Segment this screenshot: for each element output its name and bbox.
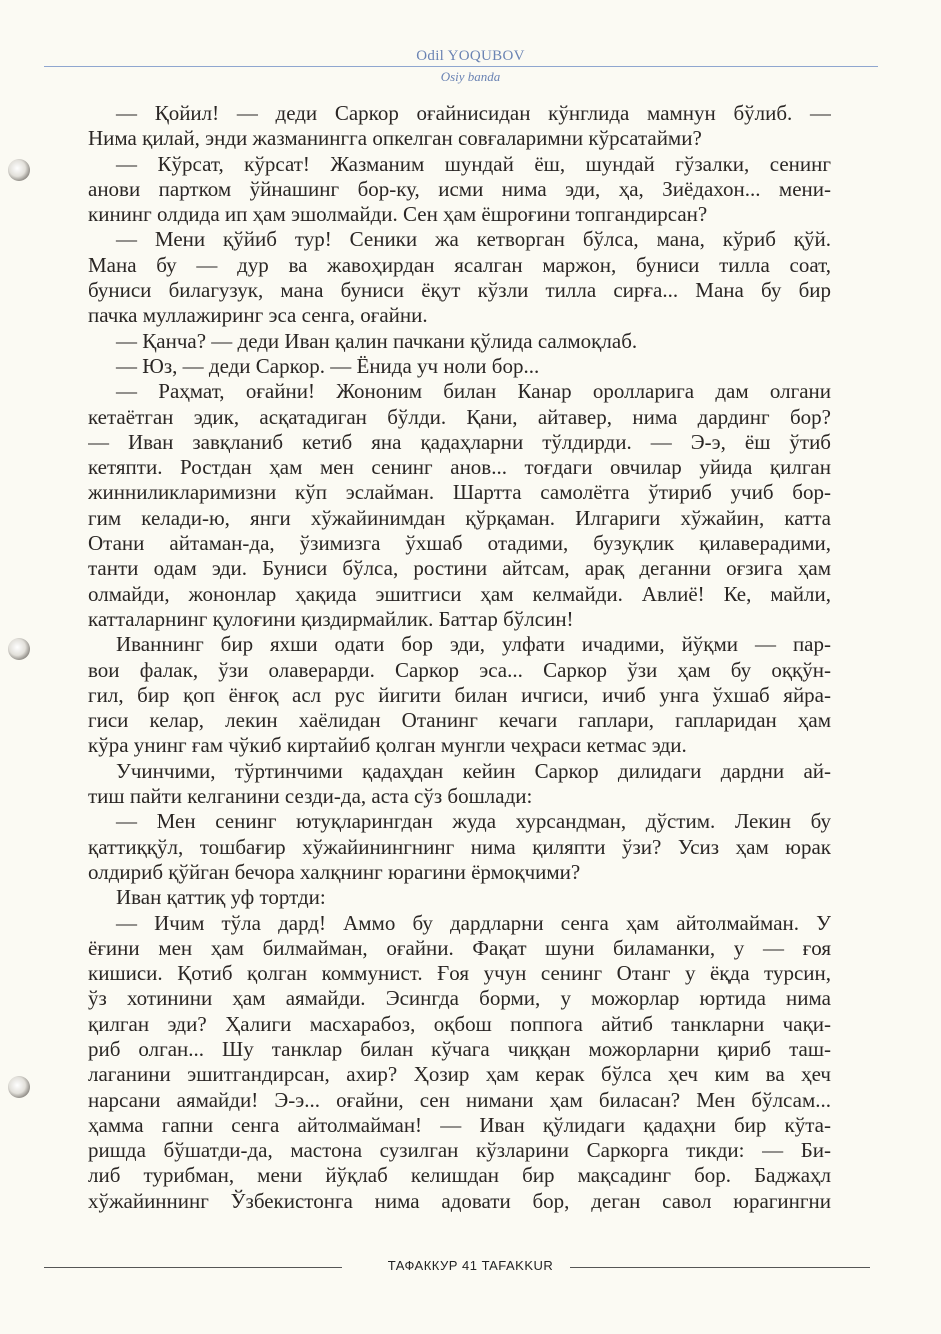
text-line: тиш пайти келганини сезди-да, аста сўз бошлади: (88, 784, 533, 809)
text-line: либ турибман, мени йўқлаб келишдан бир мақсадинг бор. Баджаҳл (88, 1163, 831, 1188)
text-line: Иван қаттиқ уф тортди: (116, 885, 326, 910)
text-line: пачка муллажиринг эса сенга, оғайни. (88, 303, 428, 328)
text-line: — Иван завқланиб кетиб яна қадаҳларни тўлдирди. — Э-э, ёш ўтиб (88, 429, 831, 454)
page-footer: ТАФАККУР 41 TAFAKKUR (387, 1258, 554, 1273)
text-line: — Мен сенинг ютуқларингдан жуда хурсандман, дўстим. Лекин бу (116, 809, 831, 834)
text-line: кетаётган эдик, асқатадиган бўлди. Қани, айтавер, нима дардинг бор? (88, 404, 831, 429)
text-line: қаттиққўл, тошбағир хўжайинингнинг нима қиляпти ўзи? Усиз ҳам юрак (88, 834, 831, 859)
text-line: — Қанча? — деди Иван қалин пачкани қўлида салмоқлаб. (116, 328, 638, 353)
text-line: кишиси. Қотиб қолган коммунист. Ғоя учун сенинг Отанг у ёқда турсин, (88, 961, 831, 986)
header-rule (44, 66, 878, 67)
text-line: риб олган... Шу танклар билан кўчага чиққан можорларни қириб таш- (88, 1036, 831, 1061)
running-header-title: Osiy banda (440, 69, 501, 84)
text-line: ҳамма гапни сенга айтолмайман! — Иван қўлидаги қадаҳни бир кўта- (88, 1112, 831, 1137)
text-line: — Қойил! — деди Саркор оғайнисидан кўнглида мамнун бўлиб. — (116, 101, 831, 125)
text-line: кининг олдида ип ҳам эшолмайди. Сен ҳам ёшроғини топгандирсан? (88, 202, 708, 227)
text-line: — Кўрсат, кўрсат! Жазманим шундай ёш, шундай гўзалки, сенинг (116, 151, 831, 176)
text-line: катталарнинг қулоғини қиздирмайлик. Баттар бўлсин! (88, 606, 574, 631)
text-line: олмайди, жононлар ҳақида эшитгиси ҳам келмайди. Авлиё! Ке, майли, (88, 581, 831, 606)
text-line: анови партком ўйнашинг бор-ку, исми нима эди, ҳа, Зиёдахон... мени- (88, 176, 831, 201)
text-line: Мана бу — дур ва жавоҳирдан ясалган маржон, буниси тилла соат, (88, 252, 831, 277)
footer-rule-right (570, 1267, 870, 1268)
running-header-author: Odil YOQUBOV (416, 48, 525, 64)
text-line: — Мени қўйиб тур! Сеники жа кетворган бўлса, мана, кўриб қўй. (116, 227, 831, 252)
text-line: Отани айтаман-да, ўзимизга ўхшаб отадими, бузуқлик қилаверадими, (88, 531, 831, 556)
text-line: кетяпти. Ростдан ҳам мен сенинг анов... тоғдаги овчилар уйида қилган (88, 455, 831, 480)
text-line: хўжайиннинг Ўзбекистонга нима адовати бор, деган савол юрагингни (88, 1188, 831, 1213)
text-line: қилган эди? Ҳалиги масхарабоз, оқбош поппога айтиб танкларни чақи- (88, 1011, 831, 1036)
text-line: буниси билагузук, мана буниси ёқут кўзли тилла сирға... Мана бу бир (88, 278, 831, 303)
text-line: гим келади-ю, янги хўжайинимдан қўрқаман. Илгариги хўжайин, катта (88, 505, 831, 530)
text-line: танти одам эди. Буниси бўлса, ростини айтсам, арақ деганни оғзига ҳам (88, 556, 831, 581)
text-line: Иваннинг бир яхши одати бор эди, улфати ичадими, йўқми — пар- (116, 632, 831, 657)
text-line: Нима қилай, энди жазманингга опкелган совғаларимни кўрсатайми? (88, 126, 702, 151)
punch-hole (8, 1076, 30, 1098)
punch-hole (8, 159, 30, 181)
text-line: ўз хотинини ҳам аямайди. Эсингда борми, у можорлар юртида нима (88, 986, 831, 1011)
text-line: лаганини эшитгандирсан, ахир? Ҳозир ҳам керак бўлса ҳеч ким ва ҳеч (88, 1062, 831, 1087)
text-line: нарсани аямайди! Э-э... оғайни, сен нимани ҳам биласан? Мен бўлсам... (88, 1087, 831, 1112)
text-line: — Юз, — деди Саркор. — Ёнида уч ноли бор... (116, 353, 540, 378)
body-text (88, 101, 831, 1214)
text-line: кўра унинг ғам чўкиб киртайиб қолган мунгли чеҳраси кетмас эди. (88, 733, 687, 758)
text-line: Учинчими, тўртинчими қадаҳдан кейин Саркор дилидаги дардни ай- (116, 758, 831, 783)
text-line: жинниликларимизни кўп эслайман. Шартта самолётга ўтириб учиб бор- (88, 480, 831, 505)
text-line: вои фалак, ўзи олаверарди. Саркор эса... Саркор ўзи ҳам бу оққўн- (88, 657, 831, 682)
text-line: — Ичим тўла дард! Аммо бу дардларни сенга ҳам айтолмайман. У (116, 910, 831, 935)
text-line: ёғини мен ҳам билмайман, оғайни. Фақат шуни биламанки, у — ғоя (88, 935, 831, 960)
text-line: — Раҳмат, оғайни! Жононим билан Канар оролларига дам олгани (116, 379, 831, 404)
punch-hole (8, 638, 30, 660)
text-line: гил, бир қоп ёнғоқ асл рус йигити билан ичгиси, ичиб унга ўхшаб яйра- (88, 682, 831, 707)
text-line: гиси келар, лекин хаёлидан Отанинг кечаги гаплари, гапларидан ҳам (88, 708, 831, 733)
text-line: олдириб қўйган бечора халқнинг юрагини ёрмоқчими? (88, 859, 581, 884)
text-line: ришда бўшатди-да, мастона сузилган кўзларини Саркорга тикди: — Би- (88, 1138, 831, 1163)
